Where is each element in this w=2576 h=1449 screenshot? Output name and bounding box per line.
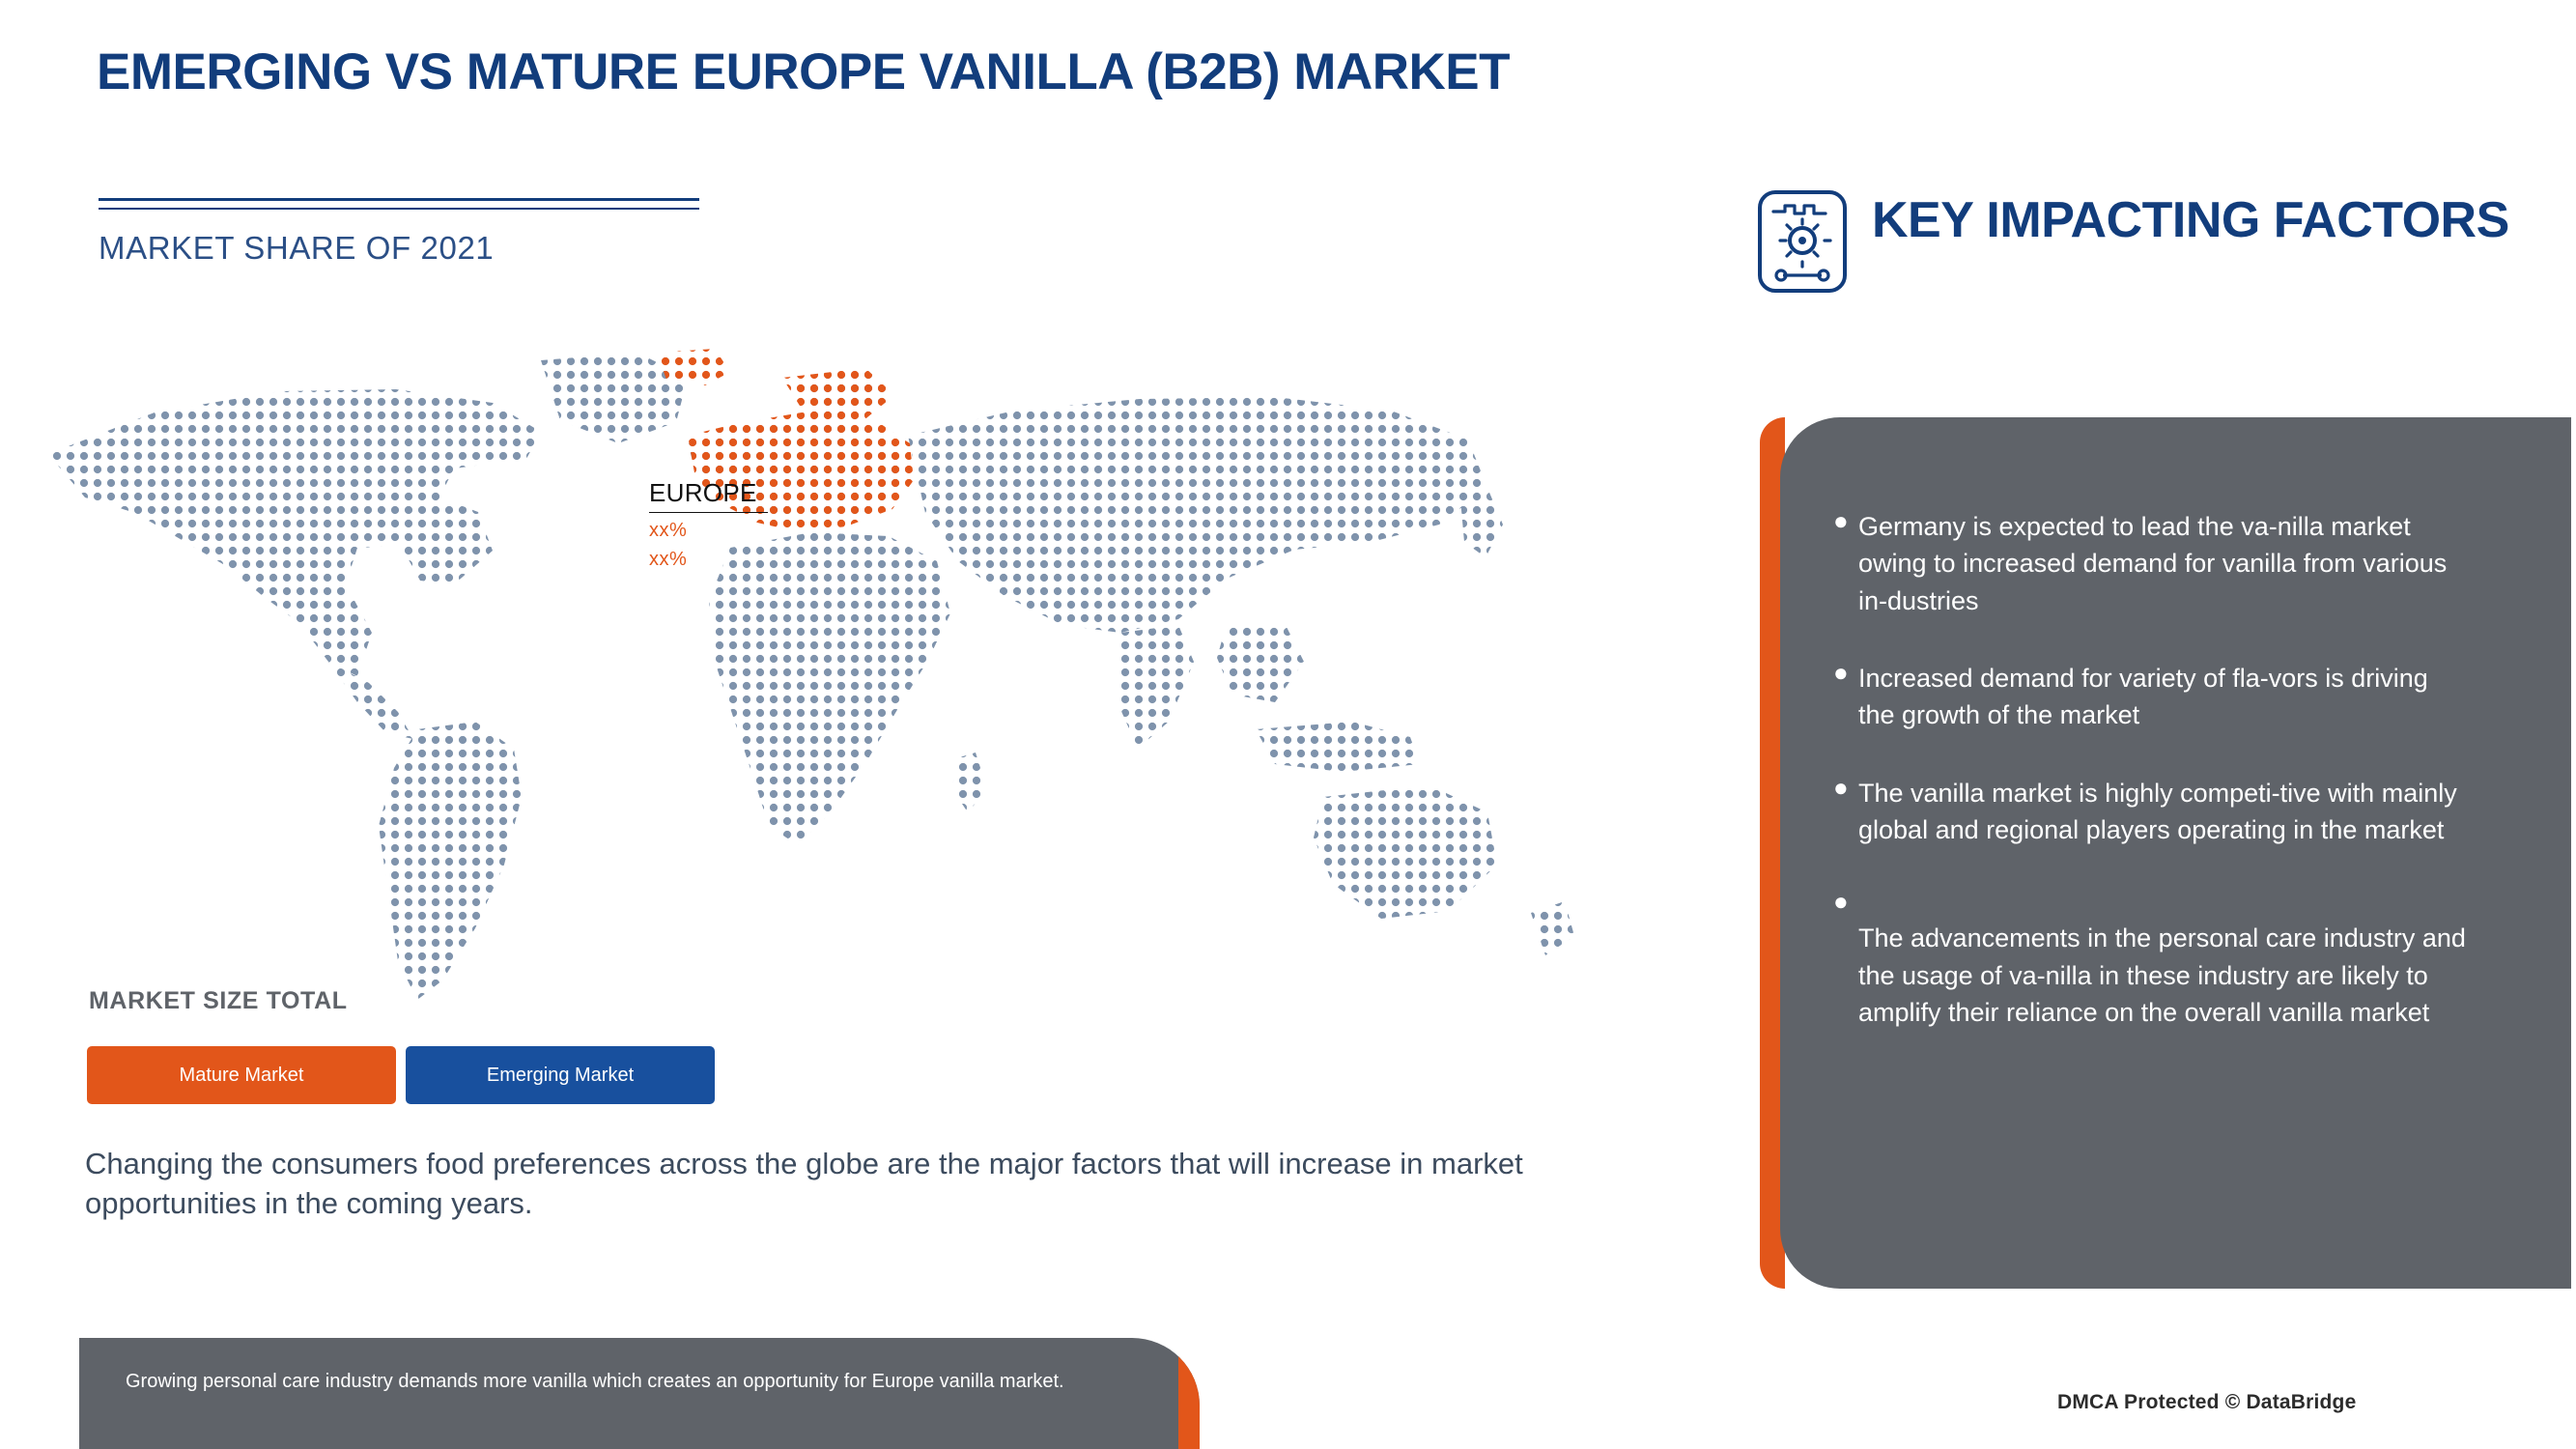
key-impacting-factors-panel [1729,0,2576,1449]
bullet-icon: ● [1833,657,1849,687]
title-divider [99,198,699,210]
list-item [1833,889,2471,1031]
europe-callout-value-1: xx% [649,520,688,541]
legend-label-mature: Mature Market [179,1064,304,1086]
page-subtitle: MARKET SHARE OF 2021 [99,230,495,266]
list-item [1833,772,2471,849]
bottom-callout-bar [79,1338,1200,1449]
key-impacting-factors-title: KEY IMPACTING FACTORS [1872,192,2509,248]
bullet-icon: ● [1833,506,1849,535]
bullet-icon: ● [1833,887,1849,917]
list-item [1833,657,2471,734]
bottom-callout-accent [1178,1338,1200,1449]
legend-item-mature-market [87,1046,396,1104]
lead-paragraph: Changing the consumers food preferences across the globe are the major factors that will increase in market opportunities in the coming years. [85,1147,1523,1220]
factor-text: The advancements in the personal care industry and the usage of va-nilla in these industry are likely to amplify their reliance on the overall vanilla market [1858,923,2466,1027]
legend-label-emerging: Emerging Market [486,1064,635,1086]
factor-text: Germany is expected to lead the va-nilla market owing to increased demand for vanilla from various in-dustries [1858,512,2448,615]
settings-network-icon [1756,188,1849,295]
bottom-callout-text: Growing personal care industry demands more vanilla which creates an opportunity for Europe vanilla market. [126,1371,1064,1392]
europe-callout-value-2: xx% [649,549,688,570]
world-map-svg [39,343,1661,1019]
page-title: EMERGING VS MATURE EUROPE VANILLA (B2B) MARKET [97,43,1510,100]
legend-title: MARKET SIZE TOTAL [89,987,348,1014]
copyright-notice: DMCA Protected © DataBridge [2057,1391,2357,1413]
key-impacting-factors-card [1760,417,2571,1289]
bullet-icon: ● [1833,772,1849,802]
europe-callout-label: EUROPE [649,478,768,513]
key-impacting-factors-list [1833,508,2471,1071]
world-map [39,343,1661,1019]
legend-item-emerging-market [406,1046,715,1104]
factor-text: Increased demand for variety of fla-vors is driving the growth of the market [1858,663,2428,730]
list-item [1833,508,2471,619]
europe-callout [649,478,871,571]
factor-text: The vanilla market is highly competi-tive with mainly global and regional players operating in the market [1858,778,2457,844]
